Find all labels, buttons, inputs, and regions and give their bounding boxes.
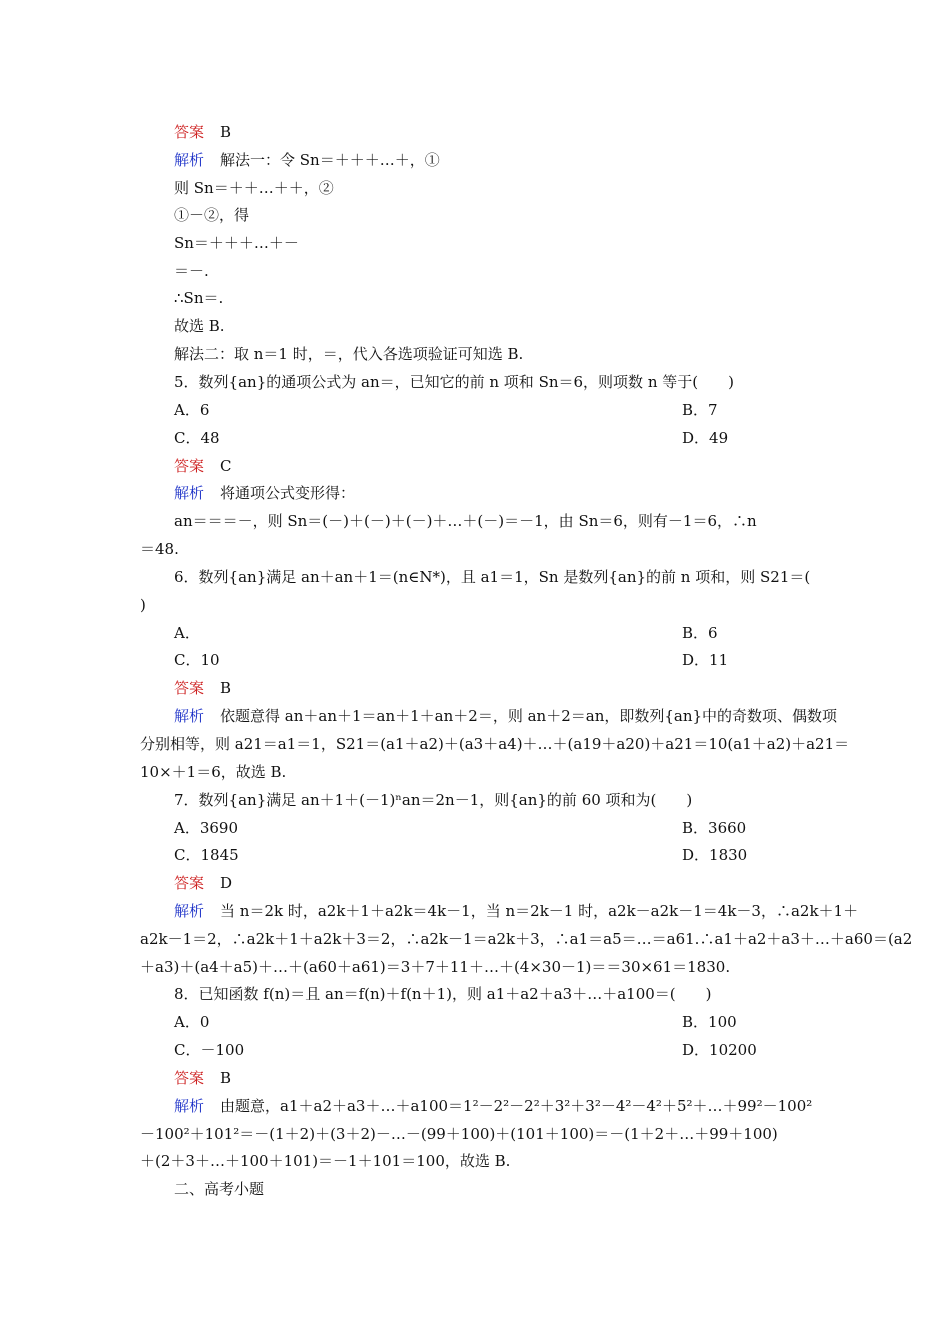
q6-analysis-text-1: 依题意得 an＋an＋1＝an＋1＋an＋2＝，则 an＋2＝an，即数列{an}中的奇数项、偶数项: [220, 707, 838, 725]
q8-options-row-2: [174, 1040, 757, 1060]
q6-option-c: C．10: [174, 651, 220, 669]
q5-options-row-2: [174, 428, 729, 448]
q5-analysis-line-3: ＝48.: [140, 540, 179, 558]
q5-stem: 5．数列{an}的通项公式为 an＝，已知它的前 n 项和 Sn＝6，则项数 n 等于( ): [174, 373, 734, 391]
q6-analysis-line-3: 10×＋1＝6，故选 B.: [140, 763, 287, 781]
q6-answer-value: B: [220, 679, 232, 697]
analysis-label: 解析: [174, 902, 205, 920]
q6-analysis-line-1: [174, 706, 837, 726]
q6-options-row-1: [174, 623, 718, 643]
q8-stem: 8．已知函数 f(n)＝且 an＝f(n)＋f(n＋1)，则 a1＋a2＋a3＋…＋a100＝( ): [174, 985, 712, 1003]
q8-option-d: D．10200: [682, 1041, 757, 1059]
q6-answer-line: [174, 678, 231, 698]
q6-option-b: B．6: [682, 624, 718, 642]
q7-options-row-1: [174, 818, 747, 838]
answer-label: 答案: [174, 874, 205, 892]
q4-analysis-line-8: 解法二：取 n＝1 时，＝，代入各选项验证可知选 B.: [174, 345, 524, 363]
q5-options-row-1: [174, 400, 718, 420]
q7-options-row-2: [174, 845, 748, 865]
q8-option-a: A．0: [174, 1013, 210, 1031]
q8-analysis-line-2: －100²＋101²＝－(1＋2)＋(3＋2)－…－(99＋100)＋(101＋100)＝－(1＋2＋…＋99＋100): [140, 1125, 778, 1143]
answer-label: 答案: [174, 457, 205, 475]
q5-option-b: B．7: [682, 401, 718, 419]
q5-answer-line: [174, 456, 232, 476]
q6-option-a: A．: [174, 624, 200, 642]
q5-option-c: C．48: [174, 429, 220, 447]
q5-option-a: A．6: [174, 401, 210, 419]
q8-analysis-text-1: 由题意，a1＋a2＋a3＋…＋a100＝1²－2²－2²＋3²＋3²－4²－4²＋5²＋…＋99²－100²: [220, 1097, 813, 1115]
q4-analysis-line-3: ①－②，得: [174, 206, 250, 224]
analysis-label: 解析: [174, 707, 205, 725]
q5-option-d: D．49: [682, 429, 729, 447]
analysis-label: 解析: [174, 151, 205, 169]
q8-answer-line: [174, 1068, 231, 1088]
q4-analysis-line-4: Sn＝＋＋＋…＋－: [174, 234, 299, 252]
q8-analysis-line-1: [174, 1096, 812, 1116]
q4-analysis-line-1: [174, 150, 440, 170]
q8-answer-value: B: [220, 1069, 232, 1087]
q5-analysis-line-1: [174, 483, 355, 503]
q5-analysis-line-2: an＝＝＝－，则 Sn＝(－)＋(－)＋(－)＋…＋(－)＝－1，由 Sn＝6，则有－1＝6，∴n: [174, 512, 757, 530]
q8-option-c: C．－100: [174, 1041, 245, 1059]
q7-analysis-line-2: a2k－1＝2，∴a2k＋1＋a2k＋3＝2，∴a2k－1＝a2k＋3，∴a1＝a5＝…＝a61.∴a1＋a2＋a3＋…＋a60＝(a2: [140, 930, 913, 948]
q4-analysis-line-6: ∴Sn＝.: [174, 289, 224, 307]
q5-answer-value: C: [220, 457, 232, 475]
q7-answer-line: [174, 873, 232, 893]
q7-option-b: B．3660: [682, 819, 747, 837]
section-heading: 二、高考小题: [174, 1180, 265, 1198]
q7-option-a: A．3690: [174, 819, 239, 837]
answer-label: 答案: [174, 123, 205, 141]
answer-label: 答案: [174, 679, 205, 697]
q6-stem-1: 6．数列{an}满足 an＋an＋1＝(n∈N*)，且 a1＝1，Sn 是数列{an}的前 n 项和，则 S21＝(: [174, 568, 811, 586]
q7-analysis-text-1: 当 n＝2k 时，a2k＋1＋a2k＝4k－1，当 n＝2k－1 时，a2k－a2k－1＝4k－3，∴a2k＋1＋: [220, 902, 859, 920]
q6-option-d: D．11: [682, 651, 729, 669]
q7-option-c: C．1845: [174, 846, 239, 864]
q8-option-b: B．100: [682, 1013, 737, 1031]
q4-answer-value: B: [220, 123, 232, 141]
q5-analysis-text-1: 将通项公式变形得：: [220, 484, 356, 502]
q6-analysis-line-2: 分别相等，则 a21＝a1＝1，S21＝(a1＋a2)＋(a3＋a4)＋…＋(a19＋a20)＋a21＝10(a1＋a2)＋a21＝: [140, 735, 850, 753]
analysis-label: 解析: [174, 1097, 205, 1115]
answer-label: 答案: [174, 1069, 205, 1087]
q7-analysis-line-3: ＋a3)＋(a4＋a5)＋…＋(a60＋a61)＝3＋7＋11＋…＋(4×30－1)＝＝30×61＝1830.: [140, 958, 731, 976]
q6-options-row-2: [174, 650, 729, 670]
q8-options-row-1: [174, 1012, 737, 1032]
q4-analysis-line-7: 故选 B.: [174, 317, 225, 335]
q8-analysis-line-3: ＋(2＋3＋…＋100＋101)＝－1＋101＝100，故选 B.: [140, 1152, 511, 1170]
q4-analysis-line-2: 则 Sn＝＋＋…＋＋，②: [174, 179, 334, 197]
analysis-label: 解析: [174, 484, 205, 502]
q7-option-d: D．1830: [682, 846, 748, 864]
q6-stem-2: ): [140, 596, 146, 614]
q4-analysis-text-1: 解法一：令 Sn＝＋＋＋…＋，①: [220, 151, 440, 169]
q7-analysis-line-1: [174, 901, 858, 921]
q7-answer-value: D: [220, 874, 233, 892]
q4-analysis-line-5: ＝－.: [174, 262, 209, 280]
q7-stem: 7．数列{an}满足 an＋1＋(－1)ⁿan＝2n－1，则{an}的前 60 项和为( ): [174, 791, 693, 809]
q4-answer-line: [174, 122, 231, 142]
